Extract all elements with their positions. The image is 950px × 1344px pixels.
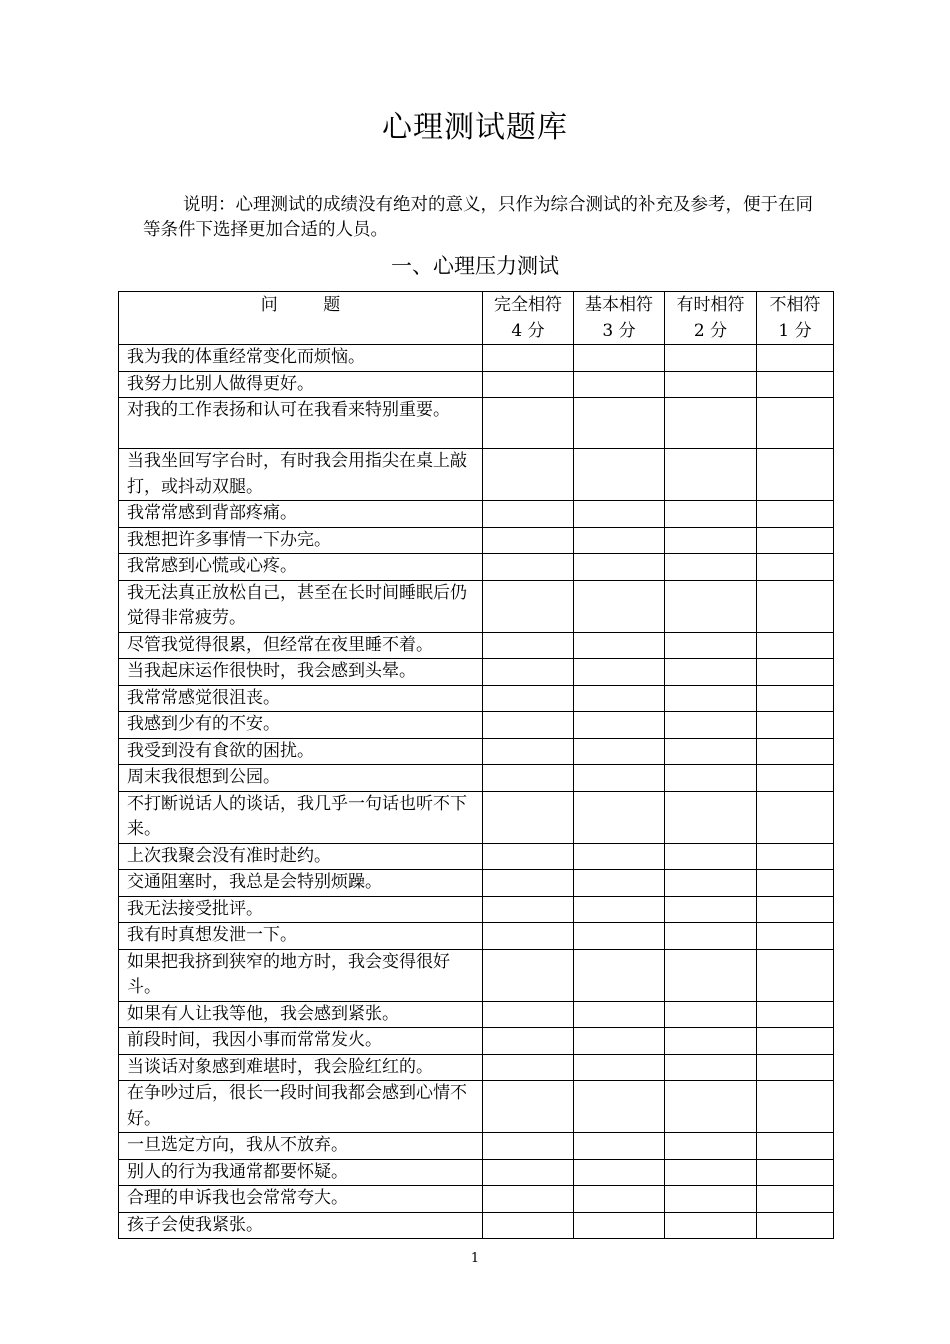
column-header-fully-match xyxy=(483,292,574,345)
question-text: 当谈话对象感到难堪时，我会脸红红的。 xyxy=(119,1054,483,1081)
answer-cell[interactable] xyxy=(665,765,757,792)
answer-cell[interactable] xyxy=(574,1133,665,1160)
answer-cell[interactable] xyxy=(665,1001,757,1028)
answer-cell[interactable] xyxy=(665,345,757,372)
table-row xyxy=(119,1133,834,1160)
answer-cell[interactable] xyxy=(757,896,834,923)
answer-cell[interactable] xyxy=(665,632,757,659)
column-header-not-match xyxy=(757,292,834,345)
question-text: 前段时间，我因小事而常常发火。 xyxy=(119,1028,483,1055)
table-row xyxy=(119,1212,834,1239)
answer-cell[interactable] xyxy=(665,659,757,686)
answer-cell[interactable] xyxy=(665,843,757,870)
answer-cell[interactable] xyxy=(483,659,574,686)
table-row xyxy=(119,1159,834,1186)
answer-cell[interactable] xyxy=(483,765,574,792)
answer-cell[interactable] xyxy=(574,712,665,739)
page-number: 1 xyxy=(470,1251,480,1266)
answer-cell[interactable] xyxy=(757,580,834,632)
table-row xyxy=(119,923,834,950)
answer-cell[interactable] xyxy=(757,632,834,659)
answer-cell[interactable] xyxy=(757,527,834,554)
answer-cell[interactable] xyxy=(574,554,665,581)
question-text: 不打断说话人的谈话，我几乎一句话也听不下来。 xyxy=(119,791,483,843)
answer-cell[interactable] xyxy=(757,371,834,398)
answer-cell[interactable] xyxy=(665,580,757,632)
answer-cell[interactable] xyxy=(757,843,834,870)
table-row xyxy=(119,765,834,792)
question-text: 当我坐回写字台时，有时我会用指尖在桌上敲打，或抖动双腿。 xyxy=(119,449,483,501)
question-text: 当我起床运作很快时，我会感到头晕。 xyxy=(119,659,483,686)
answer-cell[interactable] xyxy=(483,632,574,659)
answer-cell[interactable] xyxy=(757,1212,834,1239)
column-header-label: 不相符 xyxy=(769,295,821,315)
table-row xyxy=(119,1081,834,1133)
answer-cell[interactable] xyxy=(483,1028,574,1055)
answer-cell[interactable] xyxy=(483,843,574,870)
answer-cell[interactable] xyxy=(665,371,757,398)
table-row xyxy=(119,870,834,897)
answer-cell[interactable] xyxy=(574,870,665,897)
answer-cell[interactable] xyxy=(574,659,665,686)
answer-cell[interactable] xyxy=(574,738,665,765)
answer-cell[interactable] xyxy=(665,1212,757,1239)
table-row xyxy=(119,791,834,843)
answer-cell[interactable] xyxy=(665,1054,757,1081)
answer-cell[interactable] xyxy=(483,685,574,712)
table-row xyxy=(119,843,834,870)
question-text: 我常常感觉很沮丧。 xyxy=(119,685,483,712)
question-text: 尽管我觉得很累，但经常在夜里睡不着。 xyxy=(119,632,483,659)
answer-cell[interactable] xyxy=(574,527,665,554)
table-row xyxy=(119,371,834,398)
answer-cell[interactable] xyxy=(757,554,834,581)
answer-cell[interactable] xyxy=(665,896,757,923)
answer-cell[interactable] xyxy=(665,870,757,897)
answer-cell[interactable] xyxy=(665,1159,757,1186)
answer-cell[interactable] xyxy=(574,923,665,950)
answer-cell[interactable] xyxy=(757,1133,834,1160)
question-text: 周末我很想到公园。 xyxy=(119,765,483,792)
answer-cell[interactable] xyxy=(483,554,574,581)
answer-cell[interactable] xyxy=(574,896,665,923)
answer-cell[interactable] xyxy=(483,870,574,897)
column-header-label: 基本相符 xyxy=(585,295,653,315)
answer-cell[interactable] xyxy=(483,923,574,950)
question-text: 我感到少有的不安。 xyxy=(119,712,483,739)
answer-cell[interactable] xyxy=(757,398,834,449)
answer-cell[interactable] xyxy=(574,765,665,792)
answer-cell[interactable] xyxy=(483,398,574,449)
answer-cell[interactable] xyxy=(665,554,757,581)
answer-cell[interactable] xyxy=(665,791,757,843)
answer-cell[interactable] xyxy=(574,1028,665,1055)
answer-cell[interactable] xyxy=(574,449,665,501)
table-row xyxy=(119,685,834,712)
answer-cell[interactable] xyxy=(757,870,834,897)
answer-cell[interactable] xyxy=(574,398,665,449)
answer-cell[interactable] xyxy=(757,1186,834,1213)
answer-cell[interactable] xyxy=(483,896,574,923)
answer-cell[interactable] xyxy=(483,1159,574,1186)
answer-cell[interactable] xyxy=(665,501,757,528)
answer-cell[interactable] xyxy=(757,791,834,843)
table-row xyxy=(119,738,834,765)
answer-cell[interactable] xyxy=(757,1054,834,1081)
table-header-row xyxy=(119,292,834,345)
question-text: 如果把我挤到狭窄的地方时，我会变得很好斗。 xyxy=(119,949,483,1001)
table-row xyxy=(119,449,834,501)
answer-cell[interactable] xyxy=(665,738,757,765)
question-text: 孩子会使我紧张。 xyxy=(119,1212,483,1239)
answer-cell[interactable] xyxy=(483,1054,574,1081)
answer-cell[interactable] xyxy=(665,1028,757,1055)
answer-cell[interactable] xyxy=(665,527,757,554)
answer-cell[interactable] xyxy=(483,1133,574,1160)
table-row xyxy=(119,1186,834,1213)
answer-cell[interactable] xyxy=(757,949,834,1001)
answer-cell[interactable] xyxy=(483,501,574,528)
answer-cell[interactable] xyxy=(574,791,665,843)
answer-cell[interactable] xyxy=(665,685,757,712)
question-text: 我常感到心慌或心疼。 xyxy=(119,554,483,581)
question-text: 在争吵过后，很长一段时间我都会感到心情不好。 xyxy=(119,1081,483,1133)
column-header-basically-match xyxy=(574,292,665,345)
answer-cell[interactable] xyxy=(483,527,574,554)
answer-cell[interactable] xyxy=(757,712,834,739)
answer-cell[interactable] xyxy=(665,449,757,501)
column-header-score: 2 分 xyxy=(693,320,728,341)
answer-cell[interactable] xyxy=(574,501,665,528)
question-text: 对我的工作表扬和认可在我看来特别重要。 xyxy=(119,398,483,449)
table-row xyxy=(119,659,834,686)
question-text: 我受到没有食欲的困扰。 xyxy=(119,738,483,765)
answer-cell[interactable] xyxy=(483,791,574,843)
question-text: 我为我的体重经常变化而烦恼。 xyxy=(119,345,483,372)
question-column-header: 问 题 xyxy=(119,292,483,345)
answer-cell[interactable] xyxy=(757,345,834,372)
answer-cell[interactable] xyxy=(483,1001,574,1028)
column-header-sometimes-match xyxy=(665,292,757,345)
answer-cell[interactable] xyxy=(665,712,757,739)
answer-cell[interactable] xyxy=(574,1186,665,1213)
answer-cell[interactable] xyxy=(757,1081,834,1133)
answer-cell[interactable] xyxy=(757,1001,834,1028)
answer-cell[interactable] xyxy=(574,580,665,632)
answer-cell[interactable] xyxy=(483,580,574,632)
table-row xyxy=(119,345,834,372)
question-text: 我无法接受批评。 xyxy=(119,896,483,923)
column-header-label: 有时相符 xyxy=(676,295,745,315)
table-row xyxy=(119,398,834,449)
table-row xyxy=(119,580,834,632)
answer-cell[interactable] xyxy=(757,923,834,950)
answer-cell[interactable] xyxy=(757,501,834,528)
answer-cell[interactable] xyxy=(757,738,834,765)
table-row xyxy=(119,896,834,923)
column-header-score: 3 分 xyxy=(602,320,636,341)
stress-test-table xyxy=(118,291,834,1239)
answer-cell[interactable] xyxy=(483,712,574,739)
answer-cell[interactable] xyxy=(483,1081,574,1133)
column-header-score: 1 分 xyxy=(778,320,812,341)
answer-cell[interactable] xyxy=(574,1212,665,1239)
answer-cell[interactable] xyxy=(574,1001,665,1028)
answer-cell[interactable] xyxy=(483,949,574,1001)
answer-cell[interactable] xyxy=(665,923,757,950)
question-text: 我努力比别人做得更好。 xyxy=(119,371,483,398)
question-text: 我想把许多事情一下办完。 xyxy=(119,527,483,554)
question-text: 一旦选定方向，我从不放弃。 xyxy=(119,1133,483,1160)
answer-cell[interactable] xyxy=(665,949,757,1001)
answer-cell[interactable] xyxy=(574,843,665,870)
answer-cell[interactable] xyxy=(757,1028,834,1055)
answer-cell[interactable] xyxy=(757,765,834,792)
answer-cell[interactable] xyxy=(574,1081,665,1133)
answer-cell[interactable] xyxy=(757,1159,834,1186)
answer-cell[interactable] xyxy=(665,398,757,449)
table-row xyxy=(119,712,834,739)
question-text: 别人的行为我通常都要怀疑。 xyxy=(119,1159,483,1186)
answer-cell[interactable] xyxy=(574,949,665,1001)
description-paragraph: 说明：心理测试的成绩没有绝对的意义，只作为综合测试的补充及参考，便于在同等条件下选择更加合适的人员。 xyxy=(143,195,813,240)
answer-cell[interactable] xyxy=(574,685,665,712)
answer-cell[interactable] xyxy=(483,449,574,501)
answer-cell[interactable] xyxy=(757,659,834,686)
question-text: 合理的申诉我也会常常夸大。 xyxy=(119,1186,483,1213)
answer-cell[interactable] xyxy=(574,345,665,372)
table-row xyxy=(119,949,834,1001)
column-header-label: 完全相符 xyxy=(494,295,562,315)
answer-cell[interactable] xyxy=(483,738,574,765)
question-text: 如果有人让我等他，我会感到紧张。 xyxy=(119,1001,483,1028)
question-text: 交通阻塞时，我总是会特别烦躁。 xyxy=(119,870,483,897)
answer-cell[interactable] xyxy=(574,1159,665,1186)
answer-cell[interactable] xyxy=(483,1186,574,1213)
document-title: 心理测试题库 xyxy=(382,110,568,145)
answer-cell[interactable] xyxy=(483,345,574,372)
column-header-score: 4 分 xyxy=(511,320,545,341)
answer-cell[interactable] xyxy=(483,1212,574,1239)
table-row xyxy=(119,554,834,581)
question-text: 我常常感到背部疼痛。 xyxy=(119,501,483,528)
answer-cell[interactable] xyxy=(757,449,834,501)
answer-cell[interactable] xyxy=(665,1081,757,1133)
answer-cell[interactable] xyxy=(483,371,574,398)
question-text: 上次我聚会没有准时赴约。 xyxy=(119,843,483,870)
answer-cell[interactable] xyxy=(574,371,665,398)
question-text: 我无法真正放松自己，甚至在长时间睡眠后仍觉得非常疲劳。 xyxy=(119,580,483,632)
table-row xyxy=(119,1001,834,1028)
table-row xyxy=(119,1028,834,1055)
table-row xyxy=(119,1054,834,1081)
answer-cell[interactable] xyxy=(574,1054,665,1081)
section-title: 一、心理压力测试 xyxy=(391,254,559,278)
answer-cell[interactable] xyxy=(665,1186,757,1213)
table-row xyxy=(119,632,834,659)
answer-cell[interactable] xyxy=(665,1133,757,1160)
question-text: 我有时真想发泄一下。 xyxy=(119,923,483,950)
table-row xyxy=(119,527,834,554)
answer-cell[interactable] xyxy=(757,685,834,712)
answer-cell[interactable] xyxy=(574,632,665,659)
table-row xyxy=(119,501,834,528)
